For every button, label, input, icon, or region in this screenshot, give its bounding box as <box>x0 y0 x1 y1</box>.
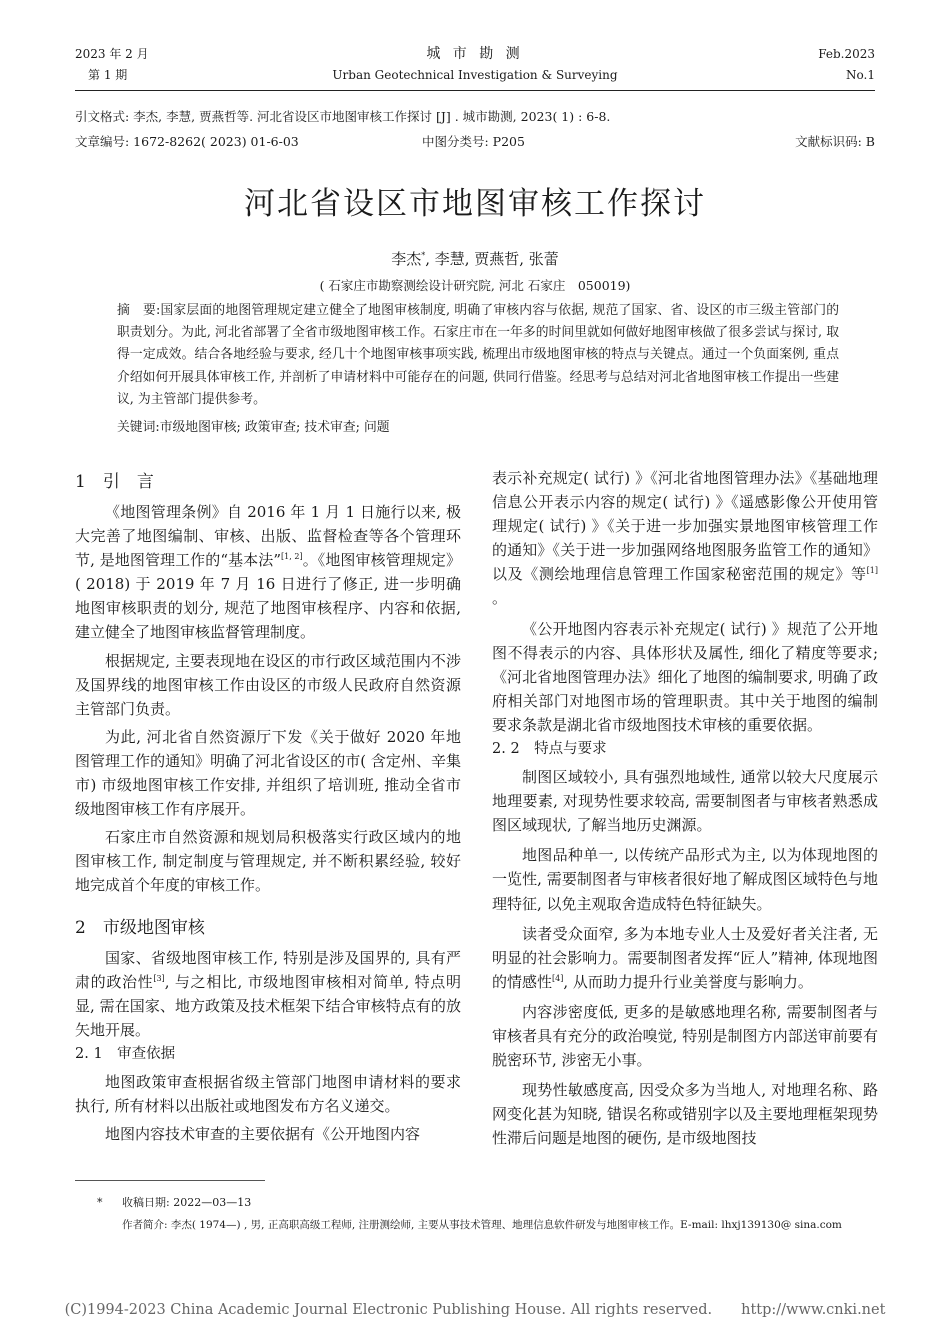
paragraph: 石家庄市自然资源和规划局积极落实行政区域内的地图审核工作, 制定制度与管理规定, 并不断积累经验, 较好地完成首个年度的审核工作。 <box>75 828 461 895</box>
article-number: 文章编号: 1672-8262( 2023) 01-6-03 <box>75 134 299 149</box>
abstract-label: 摘 要: <box>117 303 161 318</box>
paper-title: 河北省设区市地图审核工作探讨 <box>244 186 706 222</box>
header-date: 2023 年 2 月 <box>75 47 149 61</box>
header-journal-name-en: Urban Geotechnical Investigation & Surveying <box>332 68 618 82</box>
paragraph: 《地图管理条例》自 2016 年 1 月 1 日施行以来, 极大完善了地图编制、审核、出版、监督检查等各个管理环节, 是地图管理工作的“基本法”[1, 2]。《地图审核管理规定》( 2018) 于 2019 年 7 月 16 日进行了修正, 进一步明确地图审核职责的划分, 规范了地图审核程序、内容和依据, 建立健全了地图审核监督管理制度。 <box>75 503 461 642</box>
paragraph: 国家、省级地图审核工作, 特别是涉及国界的, 具有严肃的政治性[3], 与之相比, 市级地图审核相对简单, 特点明显, 需在国家、地方政策及技术框架下结合审核特点有的放矢地开展。 <box>75 948 461 1039</box>
abstract-text: 国家层面的地图管理规定建立健全了地图审核制度, 明确了审核内容与依据, 规范了国家、省、设区的市三级主管部门的职责划分。为此, 河北省部署了全省市级地图审核工作。石家庄市在一年多的时间里就如何做好地图审核做了很多尝试与探讨, 取得一定成效。结合各地经验与要求, 经几十个地图审核事项实践, 梳理出市级地图审核的特点与关键点。通过一个负面案例, 重点介绍如何开展具体审核工作, 并剖析了申请材料中可能存在的问题, 供同行借鉴。经思考与总结对河北省地图审核工作提出一些建议, 为主管部门提供参考。 <box>117 303 839 407</box>
section-2-2-heading: 2. 2 特点与要求 <box>492 741 607 758</box>
header-date-en: Feb.2023 <box>818 47 875 61</box>
citation-ref: [1] <box>866 566 878 576</box>
citation-format: 引文格式: 李杰, 李慧, 贾燕哲等. 河北省设区市地图审核工作探讨 [J] . 城市勘测, 2023( 1) : 6-8. <box>75 109 611 124</box>
abstract <box>117 300 839 411</box>
clc-number: 中图分类号: P205 <box>422 134 525 149</box>
section-1-heading: 1 引 言 <box>75 472 154 492</box>
affiliation: ( 石家庄市勘察测绘设计研究院, 河北 石家庄 050019) <box>319 278 631 293</box>
received-date: 收稿日期: 2022—03—13 <box>122 1196 252 1209</box>
keywords-text: 市级地图审核; 政策审查; 技术审查; 问题 <box>159 420 390 435</box>
citation-ref: [1, 2] <box>281 552 303 562</box>
header-journal-name: 城 市 勘 测 <box>426 46 524 62</box>
body-right-column <box>492 466 878 1150</box>
author-list <box>0 248 950 269</box>
section-2-1-heading: 2. 1 审查依据 <box>75 1045 176 1062</box>
paragraph: 表示补充规定( 试行) 》《河北省地图管理办法》《基础地理信息公开表示内容的规定( 试行) 》《遥感影像公开使用管理规定( 试行) 》《关于进一步加强实景地图审核管理工作的通知》《关于进一步加强网络地图服务监管工作的通知》以及《测绘地理信息管理工作国家秘密范围的规定》等[1] 。 <box>492 469 878 608</box>
header-rule <box>75 90 875 91</box>
footnote-mark: * <box>97 1196 103 1209</box>
keywords-label: 关键词: <box>117 420 160 435</box>
citation-ref: [3] <box>153 973 165 983</box>
paragraph: 制图区域较小, 具有强烈地域性, 通常以较大尺度展示地理要素, 对现势性要求较高, 需要制图者与审核者熟悉成图区域现状, 了解当地历史渊源。 <box>492 768 878 835</box>
paragraph: 地图政策审查根据省级主管部门地图申请材料的要求执行, 所有材料以出版社或地图发布方名义递交。 <box>75 1072 461 1115</box>
keywords <box>117 418 839 438</box>
citation-ref: [4] <box>552 973 564 983</box>
paragraph: 《公开地图内容表示补充规定( 试行) 》规范了公开地图不得表示的内容、具体形状及属性, 细化了精度等要求; 《河北省地图管理办法》细化了地图的编制要求, 明确了政府相关部门对地图市场的管理职责。其中关于地图的编制要求条款是湖北省市级地图技术审核的重要依据。 <box>492 619 878 734</box>
document-code: 文献标识码: B <box>795 134 875 149</box>
paragraph: 读者受众面窄, 多为本地专业人士及爱好者关注者, 无明显的社会影响力。需要制图者发挥“匠人”精神, 体现地图的情感性[4], 从而助力提升行业美誉度与影响力。 <box>492 924 878 991</box>
section-2-heading: 2 市级地图审核 <box>75 917 205 938</box>
paragraph: 现势性敏感度高, 因受众多为当地人, 对地理名称、路网变化甚为知晓, 错误名称或错别字以及主要地理框架现势性滞后问题是地图的硬伤, 是市级地图技 <box>492 1081 878 1148</box>
body-left-column <box>75 466 461 1146</box>
paragraph: 为此, 河北省自然资源厅下发《关于做好 2020 年地图管理工作的通知》明确了河北省设区的市( 含定州、辛集市) 市级地图审核工作安排, 并组织了培训班, 推动全省市级地图审核工作有序展开。 <box>75 727 461 819</box>
paragraph: 地图品种单一, 以传统产品形式为主, 以为体现地图的一览性, 需要制图者与审核者很好地了解成图区域特色与地理特征, 以免主观取舍造成特色特征缺失。 <box>492 846 878 913</box>
paragraph: 内容涉密度低, 更多的是敏感地理名称, 需要制图者与审核者具有充分的政治嗅觉, 特别是制图方内部送审前要有脱密环节, 涉密无小事。 <box>492 1002 878 1070</box>
author-bio: 作者简介: 李杰( 1974—) , 男, 正高职高级工程师, 注册测绘师, 主要从事技术管理、地理信息软件研发与地图审核工作。E-mail: lhxj139130@ sina.com <box>122 1219 842 1231</box>
footnote-rule <box>75 1180 265 1181</box>
paragraph: 根据规定, 主要表现地在设区的市行政区域范围内不涉及国界线的地图审核工作由设区的市级人民政府自然资源主管部门负责。 <box>75 651 461 718</box>
header-issue-en: No.1 <box>846 68 875 82</box>
first-author: 李杰 <box>391 250 422 268</box>
paragraph: 地图内容技术审查的主要依据有《公开地图内容 <box>105 1125 421 1144</box>
header-issue: 第 1 期 <box>88 68 128 82</box>
copyright-line: (C)1994-2023 China Academic Journal Electronic Publishing House. All rights reserved. http://www.cnki.net <box>64 1302 886 1318</box>
corresponding-mark: * <box>421 251 426 260</box>
co-authors: , 李慧, 贾燕哲, 张蕾 <box>425 250 559 268</box>
